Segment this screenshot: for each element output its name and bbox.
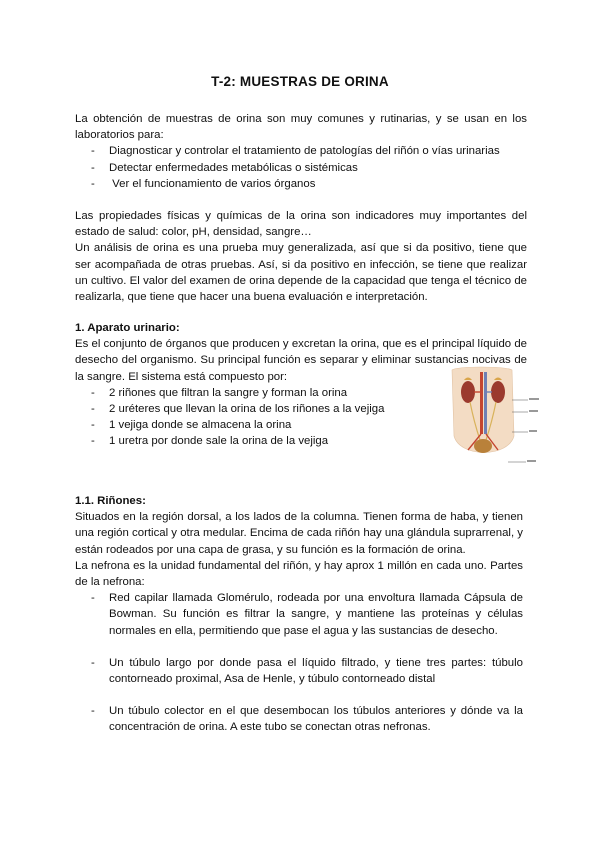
nephron-text: La nefrona es la unidad fundamental del riñón, y hay aprox 1 millón en cada uno. Partes de la nefrona: [75,559,523,589]
intro-text: La obtención de muestras de orina son muy comunes y rutinarias, y se usan en los laboratorios para: [75,113,527,142]
list-item: - 1 vejiga donde se almacena la orina [75,417,435,433]
list-item: - Red capilar llamada Glomérulo, rodeada por una envoltura llamada Cápsula de Bowman. Su función es filtrar la sangre, y mantiene las proteínas y células normales en ella, permitiendo que pase el agua y las sustancias de desecho. [75,590,523,639]
urinary-system-text: Es el conjunto de órganos que producen y excretan la orina, que es el principal líquido de desecho del organismo. Su principal función es separar y eliminar sustancias nocivas de la sangre. El sistema está compuesto por: [75,338,527,383]
analysis-paragraph: Un análisis de orina es una prueba muy generalizada, así que si da positivo, tiene que ser acompañada de otras pruebas. Así, si da positivo en infección, se tiene que realizar un cultivo. El valor del examen de orina depende de la capacidad que tenga el técnico de realizarla, que tiene que hacer una buena evaluación e interpretación. [75,242,527,304]
kidneys-text: Situados en la región dorsal, a los lados de la columna. Tienen forma de haba, y tienen una región cortical y otra medular. Encima de cada riñón hay una glándula suprarrenal, y están rodeados por una capa de grasa, y su función es la formación de orina. [75,511,523,556]
urinary-components-list [75,385,435,450]
properties-section [75,208,527,305]
list-item: - Detectar enfermedades metabólicas o sistémicas [75,160,527,176]
list-item: - Un túbulo colector en el que desembocan los túbulos anteriores y dónde va la concentración de orina. A este tubo se conectan otras nefronas. [75,703,523,735]
list-item: - Un túbulo largo por donde pasa el líquido filtrado, y tiene tres partes: túbulo contorneado proximal, Asa de Henle, y túbulo contorneado distal [75,655,523,687]
kidneys-section [75,493,523,736]
list-item: - Diagnosticar y controlar el tratamiento de patologías del riñón o vías urinarias [75,143,527,159]
intro-section [75,111,527,192]
section-heading: 1.1. Riñones: [75,495,146,507]
section-heading: 1. Aparato urinario: [75,322,180,334]
list-item: - 1 uretra por donde sale la orina de la vejiga [75,433,435,449]
intro-list [75,143,527,192]
list-item: - Ver el funcionamiento de varios órganos [75,176,527,192]
urinary-system-illustration [446,366,542,470]
page-title: T-2: MUESTRAS DE ORINA [211,74,389,89]
list-item: - 2 uréteres que llevan la orina de los riñones a la vejiga [75,401,435,417]
urinary-system-icon [446,366,542,470]
nephron-parts-list [75,590,523,735]
properties-paragraph: Las propiedades físicas y químicas de la orina son indicadores muy importantes del estado de salud: color, pH, densidad, sangre… [75,210,527,239]
list-item: - 2 riñones que filtran la sangre y forman la orina [75,385,435,401]
